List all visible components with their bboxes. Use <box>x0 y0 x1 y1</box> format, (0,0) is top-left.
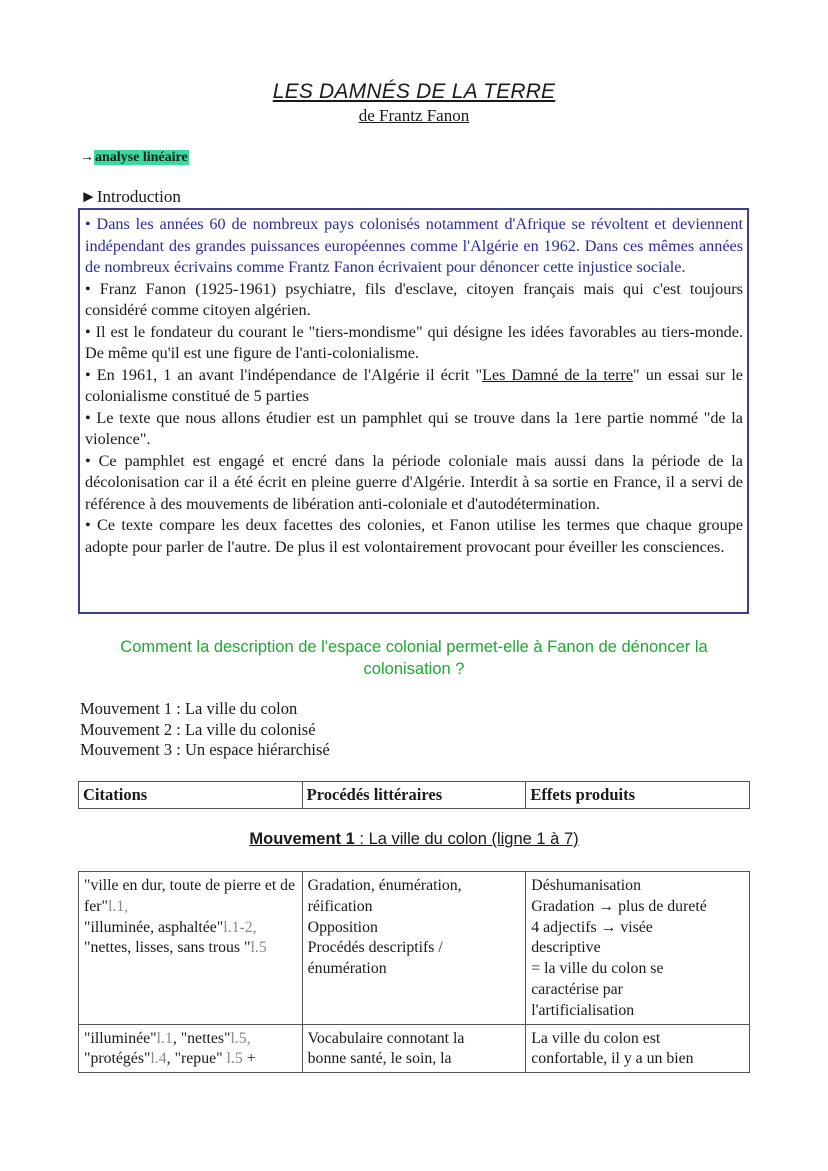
mouvement-item: Mouvement 1 : La ville du colon <box>80 699 298 718</box>
citation-text: , "repue" <box>166 1050 227 1068</box>
citation-text: "protégés" <box>84 1050 151 1068</box>
procede-line: Gradation, énumération, <box>307 877 462 894</box>
document-title: LES DAMNÉS DE LA TERRE <box>272 80 556 103</box>
procede-line: Vocabulaire connotant la <box>307 1029 465 1047</box>
book-title-link: Les Damné de la terre <box>482 365 634 384</box>
intro-heading: ►Introduction <box>80 187 181 206</box>
intro-box <box>78 208 749 614</box>
document-subtitle: de Frantz Fanon <box>358 106 470 125</box>
procede-line: bonne santé, le soin, la <box>307 1050 452 1068</box>
line-ref: l.1 <box>156 1029 173 1047</box>
effet-line: 4 adjectifs → visée <box>531 918 653 936</box>
citation-text: "ville en dur, toute de pierre et de fer" <box>84 877 296 915</box>
analyse-label <box>80 150 189 166</box>
analysis-table <box>78 871 750 1073</box>
header-table <box>78 781 750 809</box>
effet-line: l'artificialisation <box>531 1001 635 1019</box>
line-ref: l.4 <box>150 1050 167 1068</box>
citation-line <box>84 1029 298 1050</box>
procede-line: réification <box>307 897 373 915</box>
line-ref: l.1-2, <box>223 918 257 936</box>
intro-paragraph-4 <box>85 365 743 408</box>
citation-text: "illuminée" <box>84 1029 157 1047</box>
mouvements-list <box>80 699 330 761</box>
intro-paragraph-3: • Il est le fondateur du courant le "tiers-mondisme" qui désigne les idées favorables au tiers-monde. De même qu'il est une figure de l'anti-colonialisme. <box>85 322 743 362</box>
intro-p4-end: " un essai sur le colonialisme constitué de 5 parties <box>85 365 743 405</box>
line-ref: l.5, <box>230 1029 251 1047</box>
arrow-icon: → <box>80 150 94 165</box>
table-row <box>79 872 750 1025</box>
header-effets: Effets produits <box>526 782 750 809</box>
citations-cell <box>79 872 303 1025</box>
mouvement-1-rest: : La ville du colon (ligne 1 à 7) <box>354 830 579 848</box>
procede-line: Procédés descriptifs / <box>307 939 443 957</box>
citation-text: + <box>242 1050 256 1068</box>
intro-paragraph-6: • Ce pamphlet est engagé et encré dans la période coloniale mais aussi dans la période de la décolonisation car il a été écrit en pleine guerre d'Algérie. Interdit à sa sortie en France, il a servi de référence à des mouvements de libération anti-coloniale et d'autodétermination. <box>85 451 743 513</box>
intro-paragraph-7: • Ce texte compare les deux facettes des colonies, et Fanon utilise les termes que chaque groupe adopte pour parler de l'autre. De plus il est volontairement provocant pour éveiller les consciences. <box>85 516 743 556</box>
mouvement-1-bold: Mouvement 1 <box>249 830 355 848</box>
line-ref: l.5 <box>250 939 267 957</box>
citation-text: "illuminée, asphaltée" <box>84 918 224 936</box>
procede-line: énumération <box>307 960 387 978</box>
procedes-cell <box>302 872 526 1025</box>
effet-line: Déshumanisation <box>531 877 641 894</box>
procedes-cell <box>302 1024 526 1073</box>
citation-line <box>84 938 298 959</box>
citation-text: , "nettes" <box>172 1029 231 1047</box>
intro-p4-start: • En 1961, 1 an avant l'indépendance de l'Algérie il écrit " <box>85 365 483 384</box>
intro-paragraph-1: • Dans les années 60 de nombreux pays colonisés notamment d'Afrique se révoltent et deviennent indépendant des grandes puissances européennes comme l'Algérie en 1962. Dans ces mêmes années de nombreux écrivains comme Frantz Fanon écrivaient pour dénoncer cette injustice sociale. <box>85 215 743 276</box>
effet-line: La ville du colon est <box>531 1029 661 1047</box>
citation-text: "nettes, lisses, sans trous " <box>84 939 251 957</box>
table-header-row <box>79 782 750 809</box>
analyse-highlight: analyse linéaire <box>95 150 188 165</box>
citation-line <box>84 1049 298 1070</box>
effets-cell <box>526 1024 750 1073</box>
header-procedes: Procédés littéraires <box>302 782 526 809</box>
mouvement-item: Mouvement 3 : Un espace hiérarchisé <box>80 740 330 759</box>
citation-line <box>84 918 298 939</box>
intro-paragraph-5: • Le texte que nous allons étudier est un pamphlet qui se trouve dans la 1ere partie nommé "de la violence". <box>85 408 743 448</box>
mouvement-item: Mouvement 2 : La ville du colonisé <box>80 719 316 739</box>
citation-line <box>84 876 298 918</box>
citations-cell <box>79 1024 303 1073</box>
effet-line: = la ville du colon se <box>531 960 664 978</box>
procede-line: Opposition <box>307 918 378 936</box>
header-citations: Citations <box>79 782 303 809</box>
mouvement-1-heading <box>0 830 828 849</box>
effet-line: caractérise par <box>531 980 623 998</box>
effet-line: descriptive <box>531 939 601 957</box>
intro-paragraph-2: • Franz Fanon (1925-1961) psychiatre, fils d'esclave, citoyen français mais qui c'est toujours considéré comme citoyen algérien. <box>85 279 743 319</box>
effets-cell <box>526 872 750 1025</box>
effet-line: Gradation → plus de dureté <box>531 897 707 915</box>
line-ref: l.5 <box>226 1050 243 1068</box>
problematique: Comment la description de l'espace colonial permet-elle à Fanon de dénoncer la colonisation ? <box>120 638 708 678</box>
effet-line: confortable, il y a un bien <box>531 1050 694 1068</box>
line-ref: l.1, <box>107 897 129 915</box>
table-row <box>79 1024 750 1073</box>
